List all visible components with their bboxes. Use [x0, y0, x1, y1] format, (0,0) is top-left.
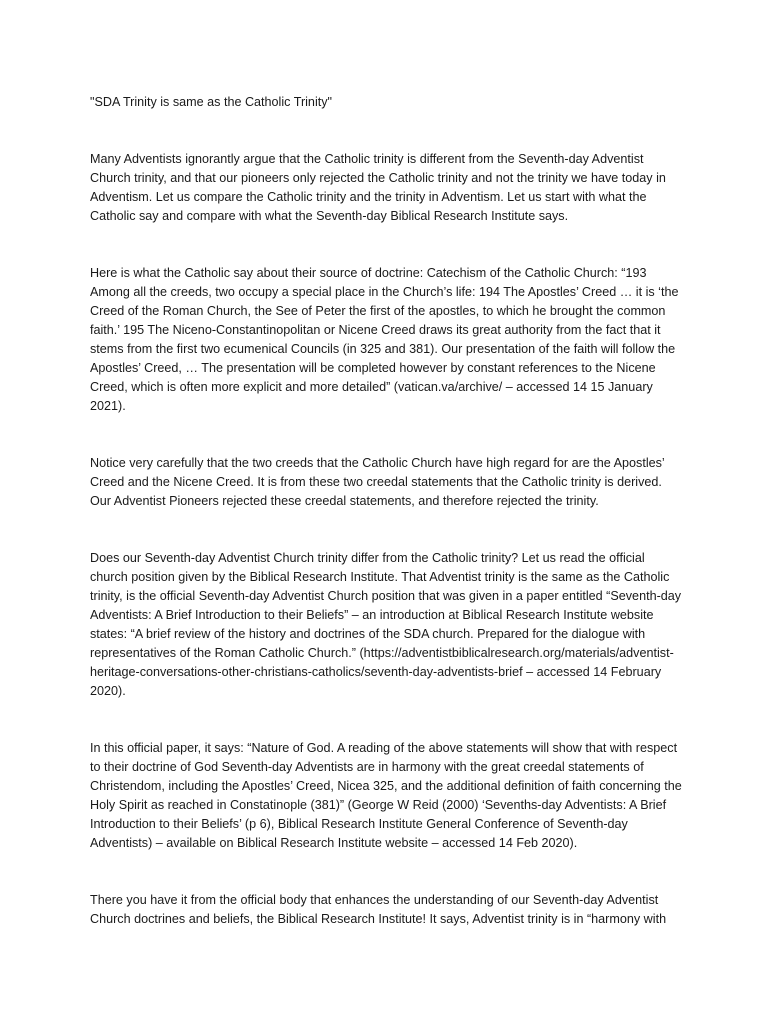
paragraph-1: Many Adventists ignorantly argue that the Catholic trinity is different from the Seventh-day Adventist Church trinity, and that our pioneers only rejected the Catholic trinity and not the trinity we have today in Adventism. Let us compare the Catholic trinity and the trinity in Adventism. Let us start with what the Catholic say and compare with what the Seventh-day Biblical Research Institute says.: [90, 152, 666, 223]
paragraph-2: Here is what the Catholic say about their source of doctrine: Catechism of the Catholic Church: “193 Among all the creeds, two occupy a special place in the Church’s life: 194 The Apostles’ Creed … it is ‘the Creed of the Roman Church, the See of Peter the first of the apostles, to which he brought the common faith.’ 195 The Niceno-Constantinopolitan or Nicene Creed draws its great authority from the fact that it stems from the first two ecumenical Councils (in 325 and 381). Our presentation of the faith will follow the Apostles’ Creed, … The presentation will be completed however by constant references to the Nicene Creed, which is often more explicit and more detailed” (vatican.va/archive/ – accessed 14 15 January 2021).: [90, 266, 679, 413]
document-title: "SDA Trinity is same as the Catholic Trinity": [90, 95, 333, 109]
paragraph-6: There you have it from the official body that enhances the understanding of our Seventh-day Adventist Church doctrines and beliefs, the Biblical Research Institute! It says, Adventist trinity is in “harmony with: [90, 893, 667, 926]
paragraph-4: Does our Seventh-day Adventist Church trinity differ from the Catholic trinity? Let us read the official church position given by the Biblical Research Institute. That Adventist trinity is the same as the Catholic trinity, is the official Seventh-day Adventist Church position that was given in a paper entitled “Seventh-day Adventists: A Brief Introduction to their Beliefs” – an introduction at Biblical Research Institute website states: “A brief review of the history and doctrines of the SDA church. Prepared for the dialogue with representatives of the Roman Catholic Church.” (https://adventistbiblicalresearch.org/materials/adventist-heritage-conversations-other-christians-catholics/seventh-day-adventists-brief – accessed 14 February 2020).: [90, 551, 682, 698]
paragraph-5: In this official paper, it says: “Nature of God. A reading of the above statements will show that with respect to their doctrine of God Seventh-day Adventists are in harmony with the great creedal statements of Christendom, including the Apostles’ Creed, Nicea 325, and the additional definition of faith concerning the Holy Spirit as reached in Constatinople (381)” (George W Reid (2000) ‘Sevenths-day Adventists: A Brief Introduction to their Beliefs’ (p 6), Biblical Research Institute General Conference of Seventh-day Adventists) – available on Biblical Research Institute website – accessed 14 Feb 2020).: [90, 741, 682, 850]
paragraph-3: Notice very carefully that the two creeds that the Catholic Church have high regard for are the Apostles’ Creed and the Nicene Creed. It is from these two creedal statements that the Catholic trinity is derived. Our Adventist Pioneers rejected these creedal statements, and therefore rejected the trinity.: [90, 456, 665, 508]
